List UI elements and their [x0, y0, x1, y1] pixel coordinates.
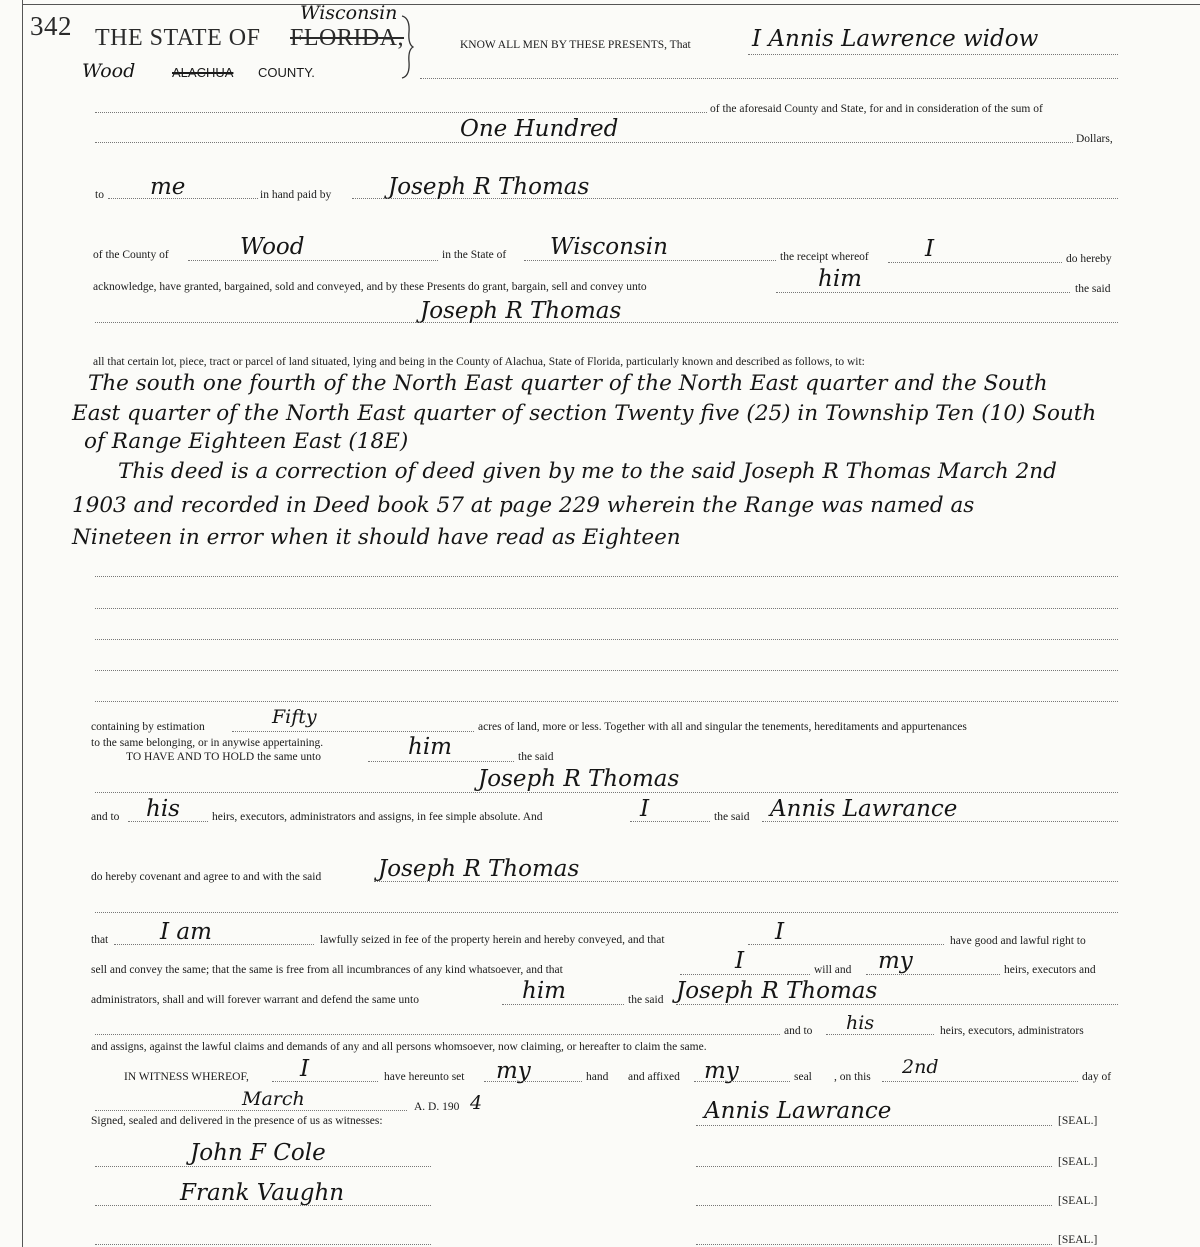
habendum-grantee-line: [95, 792, 1118, 793]
to-have-text: TO HAVE AND TO HOLD the same unto: [126, 751, 321, 763]
description-line: The south one fourth of the North East quarter of the North East quarter and the South: [88, 371, 1048, 396]
do-hereby-label: do hereby: [1066, 253, 1112, 265]
his-line: [128, 821, 208, 822]
description-line: East quarter of the North East quarter of section Twenty five (25) in Township Ten (10) South: [72, 401, 1097, 426]
acres-text: acres of land, more or less. Together with all and singular the tenements, hereditaments and appurtenances: [478, 721, 967, 733]
sum-line: [95, 142, 1073, 143]
whereof-written: I: [300, 1056, 310, 1082]
seal-bracket: [SEAL.]: [1058, 1115, 1098, 1127]
covenant-the-said: the said: [628, 994, 664, 1006]
receipt-label: the receipt whereof: [780, 251, 869, 263]
containing-label: containing by estimation: [91, 721, 205, 733]
habendum-grantor-line: [762, 821, 1118, 822]
signature-line: [696, 1244, 1052, 1245]
covenant-grantee-written-2: Joseph R Thomas: [676, 978, 878, 1004]
month-written: March: [242, 1088, 305, 1110]
aforesaid-line: [95, 112, 707, 113]
description-line: Nineteen in error when it should have read as Eighteen: [72, 525, 681, 550]
witness-line: [95, 1244, 431, 1245]
witness-line: [95, 1205, 431, 1206]
page-top-rule: [22, 4, 1200, 5]
whereof-line: [272, 1081, 378, 1082]
dollars-label: Dollars,: [1076, 133, 1113, 145]
habendum-the-said-2: the said: [714, 811, 750, 823]
admins-text: administrators, shall and will forever warrant and defend the same unto: [91, 994, 419, 1006]
signed-text: Signed, sealed and delivered in the presence of us as witnesses:: [91, 1115, 383, 1127]
covenant-leading-line: [95, 1034, 780, 1035]
page-left-rule: [22, 0, 23, 1247]
my-written: my: [878, 948, 913, 974]
sell-line: [680, 974, 810, 975]
sell-text: sell and convey the same; that the same is free from all incumbrances of any kind whatsoever, and that: [91, 964, 563, 976]
belonging-text: to the same belonging, or in anywise appertaining.: [91, 737, 324, 749]
residence-state-written: Wisconsin: [550, 234, 668, 260]
payer-line: [352, 198, 1118, 199]
and-written: I: [640, 796, 650, 822]
grantor-written: I Annis Lawrence widow: [752, 26, 1039, 52]
signature-line: [696, 1125, 1052, 1126]
grant-text: acknowledge, have granted, bargained, sold and conveyed, and by these Presents do grant, bargain, sell and convey unto: [93, 281, 647, 293]
my2-written: my: [704, 1058, 739, 1084]
county-of-label: of the County of: [93, 249, 169, 261]
that-written: I am: [160, 919, 212, 945]
blank-line: [95, 608, 1118, 609]
will-and-label: will and: [814, 964, 852, 976]
witness-whereof: IN WITNESS WHEREOF,: [124, 1071, 249, 1083]
habendum-unto-line: [368, 761, 514, 762]
habendum-the-said: the said: [518, 751, 554, 763]
grantor-line: [748, 54, 1118, 55]
county-printed-struck: ALACHUA: [172, 65, 234, 80]
hand-label: hand: [586, 1071, 609, 1083]
day-line: [882, 1081, 1078, 1082]
my2-line: [694, 1081, 790, 1082]
page-number: 342: [30, 11, 72, 41]
to-label: to: [95, 189, 104, 201]
blank-line: [95, 670, 1118, 671]
my1-written: my: [496, 1058, 531, 1084]
header-blank-line: [420, 78, 1118, 79]
county-written: Wood: [82, 60, 136, 82]
acres-written: Fifty: [272, 706, 317, 728]
witness-2-signature: Frank Vaughn: [180, 1180, 345, 1206]
day-of-label: day of: [1082, 1071, 1112, 1083]
day-written: 2nd: [902, 1056, 939, 1078]
covenant-blank-line: [95, 912, 1118, 913]
covenant-unto-written: him: [522, 978, 566, 1004]
seal-label: seal: [794, 1071, 812, 1083]
residence-state-line: [524, 260, 776, 261]
sum-written: One Hundred: [460, 116, 619, 142]
month-line: [95, 1110, 407, 1111]
seal-bracket: [SEAL.]: [1058, 1195, 1098, 1207]
good-right-text: have good and lawful right to: [950, 935, 1086, 947]
state-prefix: THE STATE OF: [95, 25, 261, 51]
receipt-line: [888, 262, 1062, 263]
covenant-and-to: and to: [784, 1025, 813, 1037]
witness-1-signature: John F Cole: [190, 1140, 326, 1166]
state-printed-struck: FLORIDA,: [290, 25, 405, 51]
unto-line: [776, 292, 1070, 293]
and-to-label: and to: [91, 811, 120, 823]
know-all-text: KNOW ALL MEN BY THESE PRESENTS, That: [460, 39, 691, 51]
brace-mark: [400, 14, 414, 80]
grantee-line: [95, 322, 1118, 323]
signature-line: [696, 1205, 1052, 1206]
habendum-grantor-written: Annis Lawrance: [770, 796, 958, 822]
sell-written: I: [735, 948, 745, 974]
acres-line: [232, 731, 474, 732]
description-line: This deed is a correction of deed given by me to the said Joseph R Thomas March 2nd: [118, 459, 1057, 484]
seal-bracket: [SEAL.]: [1058, 1156, 1098, 1168]
residence-county-written: Wood: [240, 234, 305, 260]
signature-line: [696, 1166, 1052, 1167]
state-written: Wisconsin: [300, 2, 398, 24]
heirs-admins-text: heirs, executors, administrators: [940, 1025, 1084, 1037]
habendum-grantee-written: Joseph R Thomas: [478, 766, 680, 792]
payer-written: Joseph R Thomas: [388, 174, 590, 200]
habendum-unto-written: him: [408, 734, 452, 760]
witness-line: [95, 1166, 431, 1167]
heirs-exec-text: heirs, executors and: [1004, 964, 1096, 976]
description-intro: all that certain lot, piece, tract or parcel of land situated, lying and being in the County of Alachua, State of Florida, particularly known and described as follows, to wit:: [93, 356, 865, 368]
description-line: of Range Eighteen East (18E): [84, 429, 409, 454]
my1-line: [484, 1081, 582, 1082]
that-label: that: [91, 934, 109, 946]
the-said-label: the said: [1075, 283, 1111, 295]
assigns-text: and assigns, against the lawful claims and demands of any and all persons whomsoever, now claiming, or hereafter to claim the same.: [91, 1041, 707, 1053]
covenant-grantee-line-2: [676, 1004, 1118, 1005]
seized-text: lawfully seized in fee of the property herein and hereby conveyed, and that: [320, 934, 665, 946]
seized-written: I: [775, 919, 785, 945]
year-digit-written: 4: [470, 1092, 483, 1114]
blank-line: [95, 576, 1118, 577]
aforesaid-text: of the aforesaid County and State, for and in consideration of the sum of: [710, 103, 1043, 115]
residence-county-line: [188, 260, 438, 261]
his-written: his: [146, 796, 180, 822]
seized-line: [748, 944, 944, 945]
affixed-label: and affixed: [628, 1071, 680, 1083]
heirs-text: heirs, executors, administrators and assigns, in fee simple absolute. And: [212, 811, 543, 823]
on-this-label: , on this: [834, 1071, 871, 1083]
covenant-grantee-written: Joseph R Thomas: [378, 856, 580, 882]
county-suffix: COUNTY.: [258, 65, 315, 80]
grantee-written: Joseph R Thomas: [420, 298, 622, 324]
covenant-his-line: [826, 1034, 934, 1035]
blank-line: [95, 701, 1118, 702]
ad-label: A. D. 190: [414, 1101, 460, 1113]
unto-written: him: [818, 266, 862, 292]
and-line: [630, 821, 710, 822]
covenant-unto-line: [502, 1004, 624, 1005]
grantor-signature: Annis Lawrance: [704, 1098, 892, 1124]
seal-bracket: [SEAL.]: [1058, 1234, 1098, 1246]
receipt-written: I: [925, 236, 935, 262]
to-written: me: [150, 174, 186, 200]
that-line: [114, 944, 314, 945]
covenant-text: do hereby covenant and agree to and with the said: [91, 871, 322, 883]
description-line: 1903 and recorded in Deed book 57 at page 229 wherein the Range was named as: [72, 493, 975, 518]
my-line: [866, 974, 1000, 975]
blank-line: [95, 639, 1118, 640]
hereunto-text: have hereunto set: [384, 1071, 465, 1083]
paid-by-label: in hand paid by: [260, 189, 332, 201]
covenant-grantee-line: [374, 881, 1118, 882]
state-of-label: in the State of: [442, 249, 507, 261]
covenant-his-written: his: [846, 1012, 875, 1034]
to-line: [108, 198, 258, 199]
